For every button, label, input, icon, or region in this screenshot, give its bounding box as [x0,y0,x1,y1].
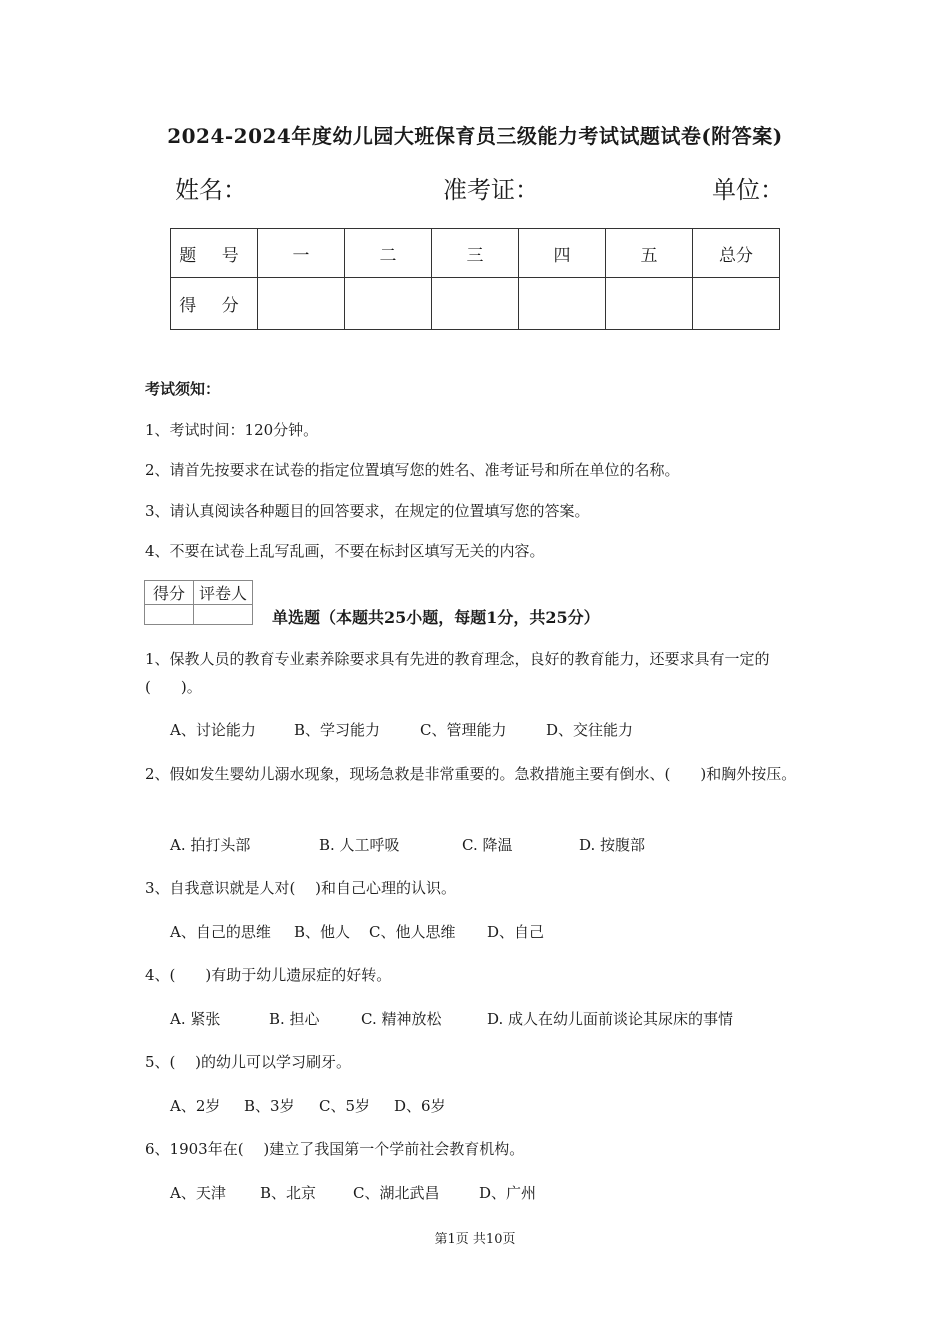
grader-score-cell[interactable] [145,605,194,625]
question-text: 6、1903年在( )建立了我国第一个学前社会教育机构。 [145,1140,525,1158]
score-header-total: 总分 [693,229,780,278]
score-header-label: 题 号 [171,229,258,278]
option[interactable]: C、管理能力 [420,721,507,739]
option[interactable]: C、5岁 [319,1097,371,1115]
exam-id-label: 准考证： [443,176,539,204]
notice-rule: 1、考试时间：120分钟。 [145,421,319,439]
name-label: 姓名： [175,176,247,204]
option[interactable]: A、自己的思维 [170,923,271,941]
option[interactable]: B、3岁 [244,1097,295,1115]
option[interactable]: D. 按腹部 [579,836,646,854]
score-header-1: 一 [258,229,345,278]
option[interactable]: B、他人 [294,923,351,941]
option[interactable]: B、学习能力 [294,721,381,739]
notice-rule: 2、请首先按要求在试卷的指定位置填写您的姓名、准考证号和所在单位的名称。 [145,461,680,479]
grader-reviewer-cell[interactable] [194,605,253,625]
question-text: 2、假如发生婴幼儿溺水现象，现场急救是非常重要的。急救措施主要有倒水、( )和胸外按压。 [145,765,797,783]
option[interactable]: B、北京 [260,1184,317,1202]
grader-table [144,580,253,625]
question-options [170,921,544,942]
score-cell-5[interactable] [606,278,693,330]
score-header-4: 四 [519,229,606,278]
score-cell-1[interactable] [258,278,345,330]
option[interactable]: C. 降温 [462,836,513,854]
score-header-3: 三 [432,229,519,278]
score-cell-4[interactable] [519,278,606,330]
option[interactable]: D、交往能力 [546,721,634,739]
option[interactable]: C. 精神放松 [361,1010,442,1028]
option[interactable]: C、湖北武昌 [353,1184,440,1202]
option[interactable]: A、天津 [170,1184,226,1202]
option[interactable]: A. 拍打头部 [170,836,251,854]
question-text: 3、自我意识就是人对( )和自己心理的认识。 [145,879,457,897]
exam-title: 2024-2024年度幼儿园大班保育员三级能力考试试题试卷(附答案) [167,124,783,148]
page-footer: 第1页 共10页 [434,1232,516,1247]
question-text: 1、保教人员的教育专业素养除要求具有先进的教育理念，良好的教育能力，还要求具有一定的( )。 [145,650,770,696]
score-table-score-row [171,278,780,330]
unit-label: 单位： [712,176,784,204]
option[interactable]: A. 紧张 [170,1010,221,1028]
notice-rule: 3、请认真阅读各种题目的回答要求，在规定的位置填写您的答案。 [145,502,590,520]
score-table [170,228,780,330]
score-table-header-row [171,229,780,278]
question-options [170,719,633,740]
question-options [170,1008,733,1029]
option[interactable]: D、自己 [487,923,545,941]
score-cell-3[interactable] [432,278,519,330]
option[interactable]: B. 担心 [269,1010,320,1028]
question-options [170,1182,536,1203]
option[interactable]: B. 人工呼吸 [319,836,400,854]
question-text: 4、( )有助于幼儿遗尿症的好转。 [145,966,392,984]
question-text: 5、( )的幼儿可以学习刷牙。 [145,1053,352,1071]
score-row-label: 得 分 [171,278,258,330]
notice-title: 考试须知： [145,380,221,398]
option[interactable]: C、他人思维 [369,923,456,941]
score-header-2: 二 [345,229,432,278]
option[interactable]: D. 成人在幼儿面前谈论其尿床的事情 [487,1010,734,1028]
score-header-5: 五 [606,229,693,278]
grader-reviewer-label: 评卷人 [194,581,253,605]
option[interactable]: A、2岁 [170,1097,221,1115]
score-cell-total[interactable] [693,278,780,330]
option[interactable]: A、讨论能力 [170,721,256,739]
grader-score-label: 得分 [145,581,194,605]
score-cell-2[interactable] [345,278,432,330]
question-options [170,1095,446,1116]
section-title: 单选题（本题共25小题，每题1分，共25分） [272,608,600,627]
option[interactable]: D、广州 [479,1184,537,1202]
notice-rule: 4、不要在试卷上乱写乱画，不要在标封区填写无关的内容。 [145,542,545,560]
question-options [170,834,645,855]
option[interactable]: D、6岁 [394,1097,446,1115]
